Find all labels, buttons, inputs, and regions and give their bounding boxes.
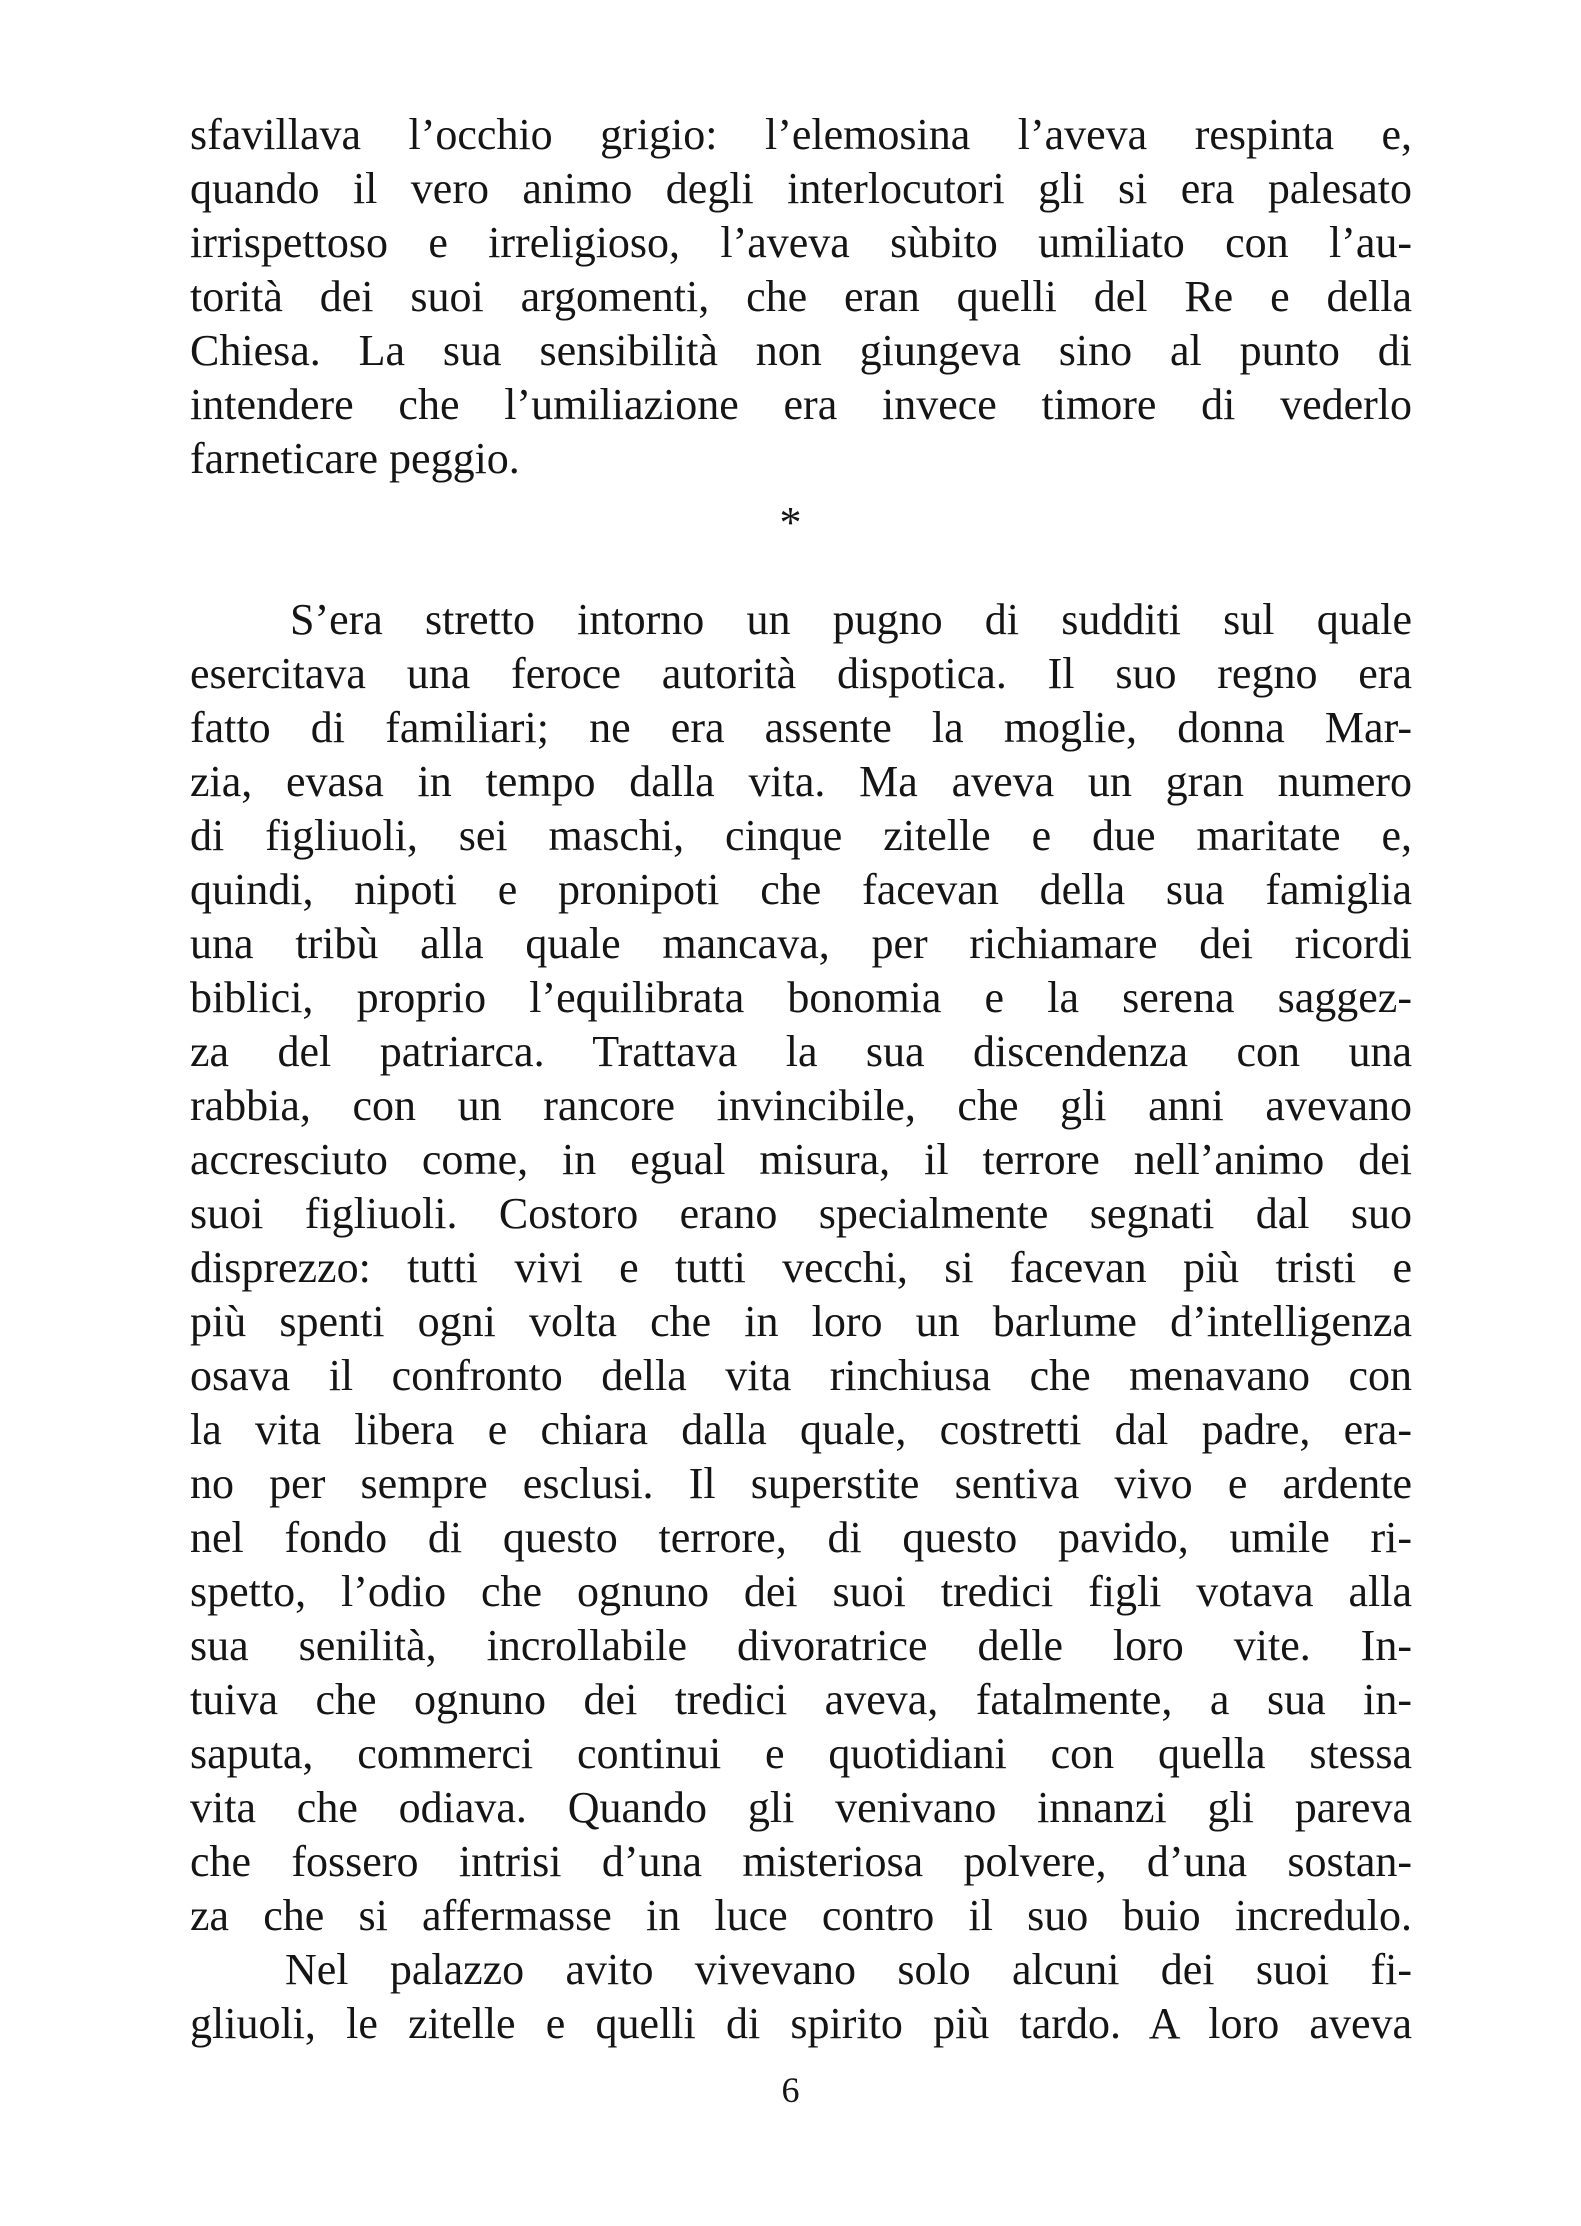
text-line: suoi figliuoli. Costoro erano specialmente segnati dal suo: [190, 1189, 1412, 1238]
text-line: saputa, commerci continui e quotidiani con quella stessa: [190, 1729, 1412, 1778]
text-line: S’era stretto intorno un pugno di sudditi sul quale: [290, 595, 1412, 644]
text-line: intendere che l’umiliazione era invece timore di vederlo: [190, 380, 1412, 429]
text-line: rabbia, con un rancore invincibile, che gli anni avevano: [190, 1081, 1412, 1130]
text-line: Nel palazzo avito vivevano solo alcuni dei suoi fi-: [285, 1945, 1412, 1994]
text-line: za che si affermasse in luce contro il suo buio incredulo.: [190, 1891, 1412, 1940]
text-line: disprezzo: tutti vivi e tutti vecchi, si facevan più tristi e: [190, 1243, 1412, 1292]
text-line: sua senilità, incrollabile divoratrice delle loro vite. In-: [190, 1621, 1412, 1670]
text-line: gliuoli, le zitelle e quelli di spirito più tardo. A loro aveva: [190, 1999, 1412, 2048]
text-line: biblici, proprio l’equilibrata bonomia e la serena saggez-: [190, 973, 1412, 1022]
paragraph-main: [190, 593, 1412, 2051]
text-line: za del patriarca. Trattava la sua discendenza con una: [190, 1027, 1412, 1076]
section-separator: *: [779, 498, 802, 547]
text-line: osava il confronto della vita rinchiusa che menavano con: [190, 1351, 1412, 1400]
text-line: di figliuoli, sei maschi, cinque zitelle e due maritate e,: [190, 811, 1412, 860]
text-line: quando il vero animo degli interlocutori gli si era palesato: [190, 164, 1412, 213]
text-line: sfavillava l’occhio grigio: l’elemosina l’aveva respinta e,: [190, 110, 1412, 159]
text-line: fatto di familiari; ne era assente la moglie, donna Mar-: [190, 703, 1412, 752]
text-line: spetto, l’odio che ognuno dei suoi tredici figli votava alla: [190, 1567, 1412, 1616]
text-line: zia, evasa in tempo dalla vita. Ma aveva un gran numero: [190, 757, 1412, 806]
page-number: 6: [781, 2070, 800, 2110]
text-line: nel fondo di questo terrore, di questo pavido, umile ri-: [190, 1513, 1412, 1562]
text-line: no per sempre esclusi. Il superstite sentiva vivo e ardente: [190, 1459, 1412, 1508]
text-line: esercitava una feroce autorità dispotica. Il suo regno era: [190, 649, 1412, 698]
text-line: accresciuto come, in egual misura, il terrore nell’animo dei: [190, 1135, 1412, 1184]
text-line: una tribù alla quale mancava, per richiamare dei ricordi: [190, 919, 1412, 968]
text-line: più spenti ogni volta che in loro un barlume d’intelligenza: [190, 1297, 1412, 1346]
paragraph-continued: [190, 108, 1412, 486]
text-line: che fossero intrisi d’una misteriosa polvere, d’una sostan-: [190, 1837, 1412, 1886]
text-line: irrispettoso e irreligioso, l’aveva sùbito umiliato con l’au-: [190, 218, 1412, 267]
text-line: vita che odiava. Quando gli venivano innanzi gli pareva: [190, 1783, 1412, 1832]
text-line: Chiesa. La sua sensibilità non giungeva sino al punto di: [190, 326, 1412, 375]
text-line: torità dei suoi argomenti, che eran quelli del Re e della: [190, 272, 1412, 321]
text-line: la vita libera e chiara dalla quale, costretti dal padre, era-: [190, 1405, 1412, 1454]
text-line: tuiva che ognuno dei tredici aveva, fatalmente, a sua in-: [190, 1675, 1412, 1724]
text-line: farneticare peggio.: [190, 434, 520, 483]
text-line: quindi, nipoti e pronipoti che facevan della sua famiglia: [190, 865, 1412, 914]
